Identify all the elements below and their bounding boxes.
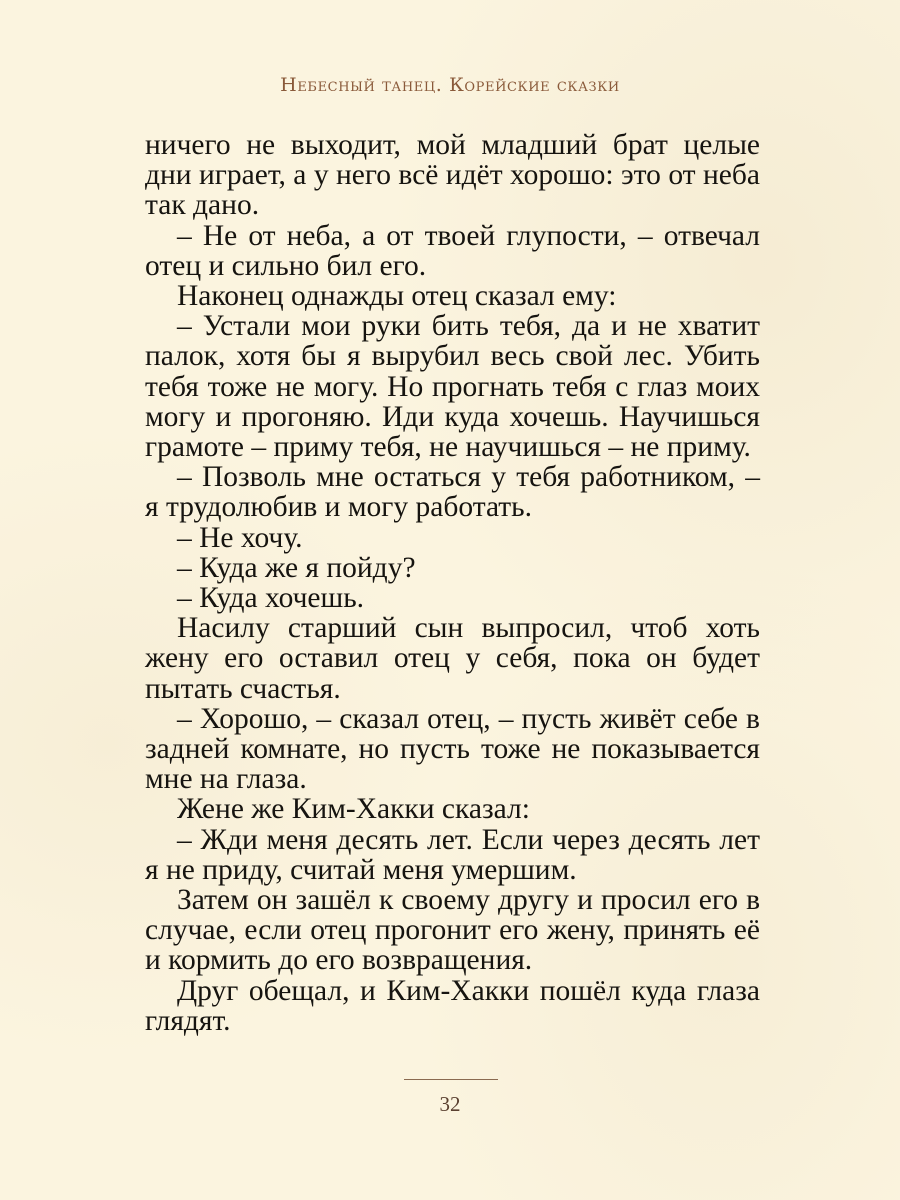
paragraph: ничего не выходит, мой младший брат целые дни играет, а у него всё идёт хорошо: это от неба так дано. bbox=[145, 129, 760, 222]
paragraph: Жене же Ким-Хакки сказал: bbox=[177, 793, 530, 826]
paragraph: Насилу старший сын выпросил, чтоб хоть жену его оставил отец у себя, пока он будет пытать счастья. bbox=[145, 612, 760, 705]
paragraph: Друг обещал, и Ким-Хакки пошёл куда глаза глядят. bbox=[145, 974, 760, 1037]
body-text bbox=[145, 130, 760, 1036]
footer-divider bbox=[404, 1079, 498, 1080]
paragraph: – Позволь мне остаться у тебя работником, – я трудолюбив и могу работать. bbox=[145, 461, 760, 524]
paragraph: – Жди меня десять лет. Если через десять лет я не приду, считай меня умершим. bbox=[145, 823, 760, 886]
paragraph: – Куда же я пойду? bbox=[177, 551, 416, 584]
paragraph: – Устали мои руки бить тебя, да и не хватит палок, хотя бы я вырубил весь свой лес. Убить тебя тоже не могу. Но прогнать тебя с глаз моих могу и прогоняю. Иди куда хочешь. Научишься грамоте – приму тебя, не научишься – не приму. bbox=[145, 310, 760, 464]
paragraph: – Не от неба, а от твоей глупости, – отвечал отец и сильно бил его. bbox=[145, 219, 760, 282]
page-number: 32 bbox=[439, 1092, 461, 1116]
paragraph: Затем он зашёл к своему другу и просил его в случае, если отец прогонит его жену, принять её и кормить до его возвращения. bbox=[145, 884, 760, 977]
paragraph: – Хорошо, – сказал отец, – пусть живёт себе в задней комнате, но пусть тоже не показывается мне на глаза. bbox=[145, 702, 760, 796]
paragraph: – Не хочу. bbox=[177, 521, 303, 554]
paragraph: Наконец однажды отец сказал ему: bbox=[177, 280, 617, 313]
paragraph: – Куда хочешь. bbox=[177, 582, 365, 615]
running-title: Небесный танец. Корейские сказки bbox=[280, 74, 620, 96]
